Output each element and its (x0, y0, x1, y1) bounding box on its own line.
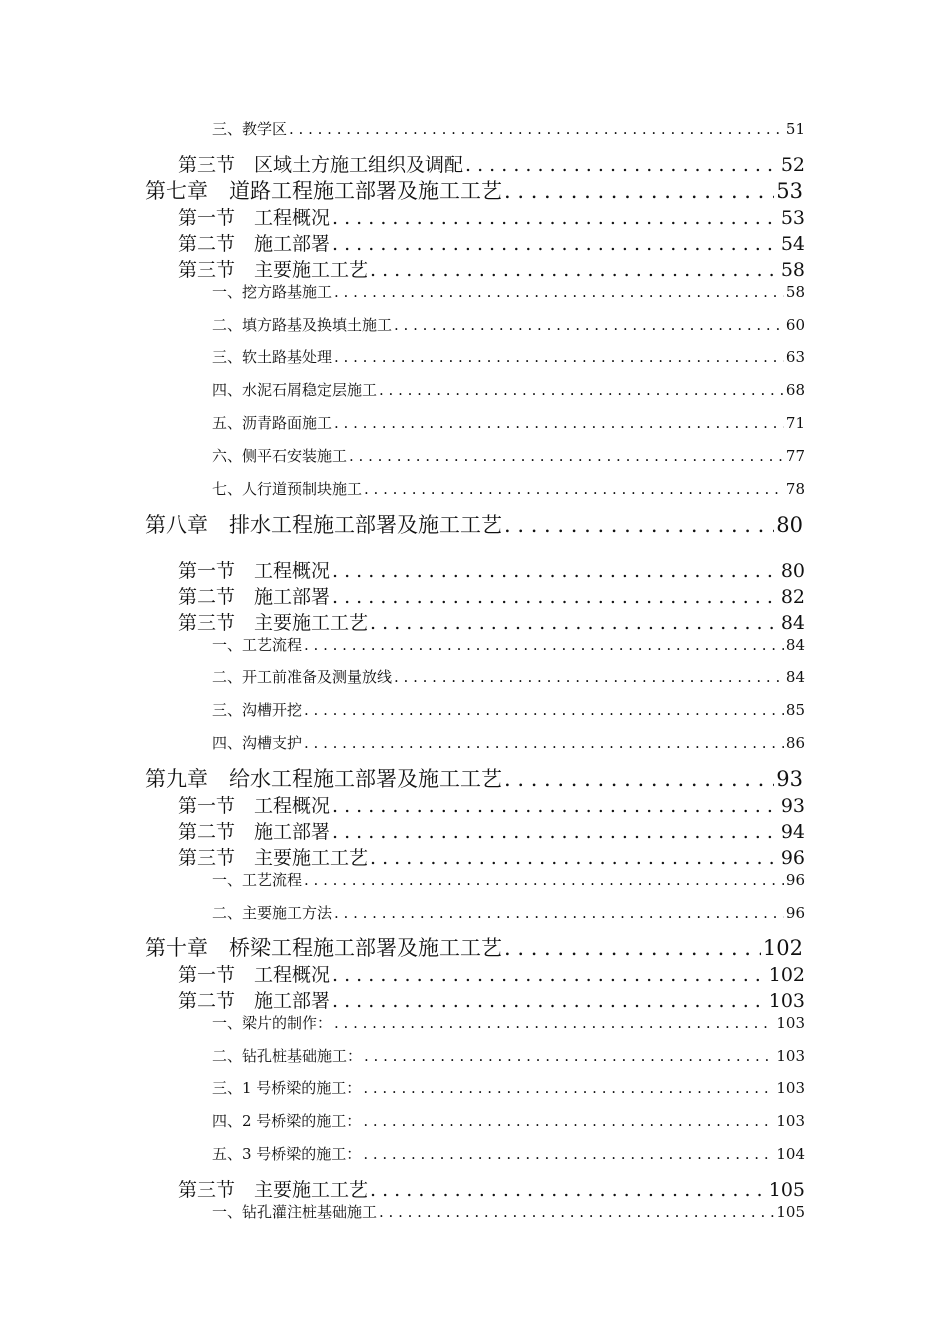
toc-page-number: 105 (768, 1179, 805, 1201)
toc-page-number: 51 (785, 120, 805, 138)
toc-item-title: 四、2 号桥梁的施工： (212, 1112, 362, 1130)
toc-section[interactable] (178, 1175, 805, 1202)
toc-leader (332, 821, 779, 843)
toc-page-number: 63 (785, 348, 805, 366)
toc-leader (504, 767, 774, 791)
toc-item[interactable] (212, 634, 805, 655)
toc-chapter[interactable] (145, 932, 803, 962)
toc-item-title: 二、钻孔桩基础施工： (212, 1047, 363, 1065)
toc-page-number: 103 (776, 1079, 805, 1097)
toc-leader (370, 259, 779, 281)
toc-item[interactable] (212, 1045, 805, 1066)
toc-page-number: 103 (776, 1014, 805, 1032)
toc-item-title: 一、工艺流程 (212, 636, 303, 654)
toc-chapter[interactable] (145, 175, 803, 205)
toc-leader (304, 701, 784, 719)
toc-page-number: 68 (785, 381, 805, 399)
toc-leader (364, 480, 784, 498)
toc-section-title: 第三节 主要施工工艺 (178, 847, 369, 869)
toc-page-number: 96 (785, 871, 805, 889)
toc-item[interactable] (212, 281, 805, 302)
toc-section-title: 第一节 工程概况 (178, 795, 331, 817)
toc-page-number: 96 (785, 904, 805, 922)
toc-chapter-title: 第七章 道路工程施工部署及施工工艺 (145, 179, 502, 203)
toc-page-number: 103 (776, 1047, 805, 1065)
toc-leader (370, 612, 779, 634)
toc-leader (364, 1047, 774, 1065)
toc-item-title: 二、主要施工方法 (212, 904, 333, 922)
toc-page-number: 105 (776, 1203, 805, 1221)
toc-page-number: 58 (780, 259, 805, 281)
toc-item-title: 七、人行道预制块施工 (212, 480, 363, 498)
toc-item-title: 一、挖方路基施工 (212, 283, 333, 301)
toc-section[interactable] (178, 229, 805, 256)
toc-leader (332, 964, 767, 986)
toc-chapter[interactable] (145, 763, 803, 793)
toc-item[interactable] (212, 412, 805, 433)
toc-item-title: 五、3 号桥梁的施工： (212, 1145, 362, 1163)
toc-section[interactable] (178, 791, 805, 818)
toc-leader (334, 283, 784, 301)
toc-page-number: 96 (780, 847, 805, 869)
toc-page-number: 82 (780, 586, 805, 608)
toc-item-title: 五、沥青路面施工 (212, 414, 333, 432)
toc-leader (379, 1203, 774, 1221)
toc-page-number: 52 (780, 154, 805, 176)
toc-leader (332, 560, 779, 582)
toc-page-number: 54 (780, 233, 805, 255)
toc-leader (370, 847, 779, 869)
toc-leader (334, 348, 784, 366)
toc-item[interactable] (212, 379, 805, 400)
toc-item-title: 一、梁片的制作： (212, 1014, 333, 1032)
toc-leader (379, 381, 784, 399)
toc-page-number: 77 (785, 447, 805, 465)
toc-page-number: 104 (776, 1145, 805, 1163)
toc-page-number: 80 (780, 560, 805, 582)
toc-section[interactable] (178, 843, 805, 870)
toc-section-title: 第二节 施工部署 (178, 586, 331, 608)
toc-leader (334, 904, 784, 922)
toc-item[interactable] (212, 1143, 805, 1164)
toc-page-number: 80 (776, 513, 803, 537)
toc-item[interactable] (212, 732, 805, 753)
toc-page-number: 84 (780, 612, 805, 634)
toc-chapter-title: 第十章 桥梁工程施工部署及施工工艺 (145, 936, 502, 960)
toc-leader (504, 936, 761, 960)
toc-section-title: 第三节 主要施工工艺 (178, 1179, 369, 1201)
toc-page-number: 58 (785, 283, 805, 301)
toc-section[interactable] (178, 203, 805, 230)
toc-page-number: 103 (776, 1112, 805, 1130)
toc-item[interactable] (212, 445, 805, 466)
toc-page-number: 53 (780, 207, 805, 229)
toc-page-number: 102 (768, 964, 805, 986)
toc-item[interactable] (212, 869, 805, 890)
toc-section-title: 第一节 工程概况 (178, 207, 331, 229)
toc-item-title: 一、工艺流程 (212, 871, 303, 889)
toc-section[interactable] (178, 960, 805, 987)
toc-item[interactable] (212, 699, 805, 720)
toc-leader (332, 207, 779, 229)
toc-item-title: 三、软土路基处理 (212, 348, 333, 366)
toc-item-title: 三、沟槽开挖 (212, 701, 303, 719)
toc-section[interactable] (178, 150, 805, 177)
toc-page-number: 78 (785, 480, 805, 498)
toc-page-number: 53 (776, 179, 803, 203)
toc-section-title: 第二节 施工部署 (178, 990, 331, 1012)
toc-page-number: 60 (785, 316, 805, 334)
toc-leader (304, 636, 784, 654)
toc-section[interactable] (178, 986, 805, 1013)
toc-item[interactable] (212, 1077, 805, 1098)
toc-leader (304, 871, 784, 889)
toc-page-number: 93 (780, 795, 805, 817)
toc-item-title: 三、1 号桥梁的施工： (212, 1079, 362, 1097)
toc-page-number: 84 (785, 636, 805, 654)
toc-section[interactable] (178, 582, 805, 609)
toc-item-title: 二、开工前准备及测量放线 (212, 668, 393, 686)
toc-item[interactable] (212, 478, 805, 499)
toc-page-number: 94 (780, 821, 805, 843)
toc-leader (363, 1145, 774, 1163)
toc-section[interactable] (178, 817, 805, 844)
toc-item-title: 六、侧平石安装施工 (212, 447, 348, 465)
toc-leader (304, 734, 784, 752)
toc-section-title: 第一节 工程概况 (178, 964, 331, 986)
toc-item[interactable] (212, 1012, 805, 1033)
toc-item[interactable] (212, 902, 805, 923)
toc-chapter[interactable] (145, 509, 803, 539)
toc-chapter-title: 第九章 给水工程施工部署及施工工艺 (145, 767, 502, 791)
toc-section-title: 第三节 主要施工工艺 (178, 259, 369, 281)
toc-section-title: 第三节 区域土方施工组织及调配 (178, 154, 464, 176)
toc-leader (394, 668, 784, 686)
toc-leader (504, 179, 774, 203)
toc-chapter-title: 第八章 排水工程施工部署及施工工艺 (145, 513, 502, 537)
toc-section-title: 第二节 施工部署 (178, 821, 331, 843)
toc-leader (334, 1014, 774, 1032)
toc-item-title: 四、沟槽支护 (212, 734, 303, 752)
toc-section-title: 第二节 施工部署 (178, 233, 331, 255)
toc-item[interactable] (212, 1201, 805, 1222)
toc-leader (349, 447, 784, 465)
toc-item[interactable] (212, 314, 805, 335)
toc-page-number: 93 (776, 767, 803, 791)
toc-item[interactable] (212, 1110, 805, 1131)
toc-page-number: 86 (785, 734, 805, 752)
toc-section-title: 第三节 主要施工工艺 (178, 612, 369, 634)
toc-section[interactable] (178, 556, 805, 583)
toc-leader (332, 233, 779, 255)
toc-page-number: 85 (785, 701, 805, 719)
toc-item-title: 三、教学区 (212, 120, 288, 138)
toc-item[interactable] (212, 346, 805, 367)
toc-item-title: 一、钻孔灌注桩基础施工 (212, 1203, 378, 1221)
toc-leader (332, 795, 779, 817)
toc-leader (363, 1079, 774, 1097)
toc-page-number: 103 (768, 990, 805, 1012)
toc-item[interactable] (212, 666, 805, 687)
toc-item-title: 四、水泥石屑稳定层施工 (212, 381, 378, 399)
toc-section[interactable] (178, 255, 805, 282)
toc-leader (465, 154, 779, 176)
toc-leader (334, 414, 784, 432)
toc-leader (289, 120, 784, 138)
toc-item[interactable] (212, 118, 805, 139)
toc-section-title: 第一节 工程概况 (178, 560, 331, 582)
toc-item-title: 二、填方路基及换填土施工 (212, 316, 393, 334)
toc-leader (394, 316, 784, 334)
toc-page-number: 84 (785, 668, 805, 686)
toc-leader (363, 1112, 774, 1130)
toc-page-number: 71 (785, 414, 805, 432)
toc-page-number: 102 (762, 936, 803, 960)
toc-section[interactable] (178, 608, 805, 635)
toc-leader (370, 1179, 767, 1201)
toc-leader (504, 513, 774, 537)
toc-leader (332, 586, 779, 608)
toc-leader (332, 990, 767, 1012)
